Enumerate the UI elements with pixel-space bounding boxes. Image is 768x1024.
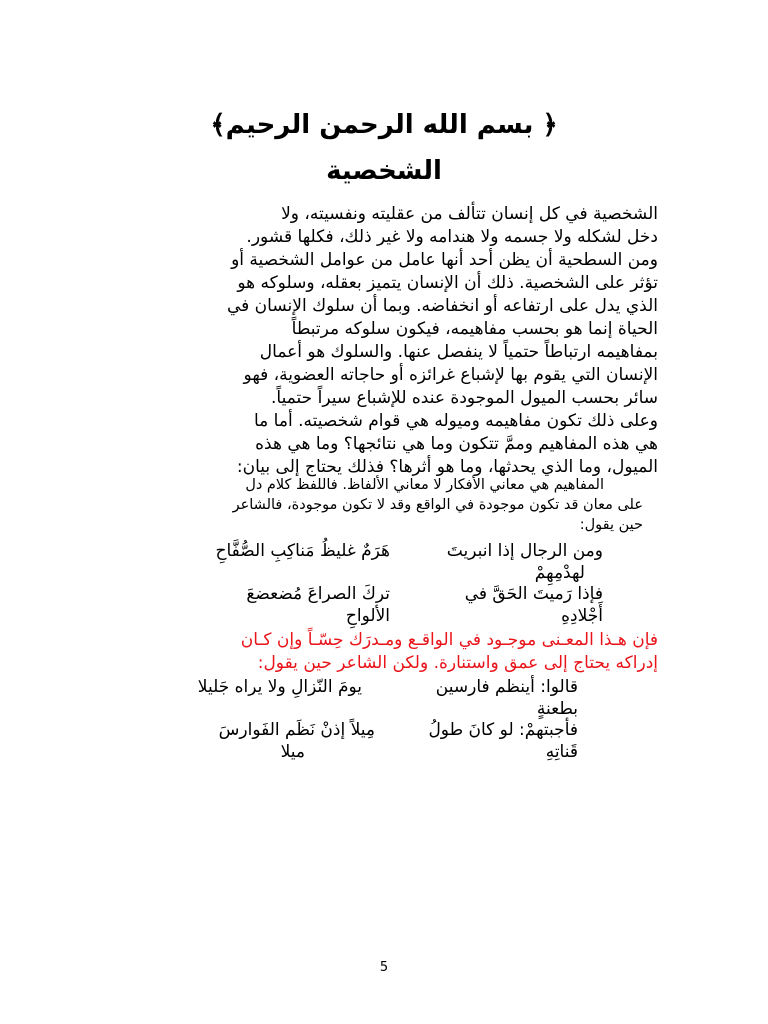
- paragraph-line: على معان قد تكون موجودة في الواقع وقد لا تكون موجودة، فالشاعر: [232, 497, 643, 513]
- paragraph-line: الإنسان التي يقوم بها لإشباع غرائزه أو حاجاته العضوية، فهو: [243, 365, 658, 385]
- paragraph-line: الذي يدل على ارتفاعه أو انخفاضه. وبما أن سلوك الإنسان في: [226, 296, 658, 316]
- paragraph-line: دخل لشكله ولا جسمه ولا هندامه ولا غير ذلك، فكلها قشور.: [246, 227, 658, 247]
- verse-first-hemistich: فإذا رَميتَ الحَقَّ في أَجْلادِهِ: [464, 584, 603, 626]
- verse-first-hemistich: قالوا: أينظم فارسين بطعنةٍ: [435, 677, 578, 719]
- paragraph-line: سائر بحسب الميول الموجودة عنده للإشباع سيراً حتمياً.: [271, 388, 658, 408]
- verse-first-hemistich: فأجبتهمْ: لو كانَ طولُ قَناتِهِ: [428, 720, 578, 762]
- paragraph-line: تؤثر على الشخصية. ذلك أن الإنسان يتميز بعقله، وسلوكه هو: [237, 273, 658, 293]
- highlighted-paragraph-line: إدراكه يحتاج إلى عمق واستنارة. ولكن الشاعر حين يقول:: [257, 653, 658, 673]
- verse-first-hemistich: ومن الرجال إذا انبريتَ لهدْمِهِمْ: [446, 541, 603, 583]
- paragraph-line: الشخصية في كل إنسان تتألف من عقليته ونفسيته، ولا: [281, 204, 658, 224]
- paragraph-line: حين يقول:: [579, 517, 643, 533]
- paragraph-line: بمفاهيمه ارتباطاً حتمياً لا ينفصل عنها. والسلوك هو أعمال: [259, 342, 658, 362]
- page-title: الشخصية: [326, 156, 442, 186]
- paragraph-line: الحياة إنما هو بحسب مفاهيمه، فيكون سلوكه مرتبطاً: [291, 319, 658, 339]
- verse-second-hemistich: يومَ النّزالِ ولا يراه جَليلا: [197, 677, 362, 697]
- highlighted-paragraph-line: فإن هـذا المعـنى موجـود في الواقـع ومـدرَك حِسّـاً وإن كـان: [240, 630, 658, 650]
- paragraph-line: المفاهيم هي معاني الأفكار لا معاني الألفاظ. فاللفظ كلام دل: [245, 477, 604, 493]
- basmala-heading: ﴿ بسم الله الرحمن الرحيم﴾: [210, 110, 558, 140]
- verse-second-hemistich: تركَ الصراعَ مُضعضعَ الألواحِ: [246, 584, 390, 626]
- paragraph-line: الميول، وما الذي يحدثها، وما هو أثرها؟ فذلك يحتاج إلى بيان:: [236, 457, 658, 477]
- verse-second-hemistich: مِيلاً إذنْ نَظَم الفَوارسَ ميلا: [218, 720, 375, 762]
- paragraph-line: هي هذه المفاهيم وممَّ تتكون وما هي نتائجها؟ وما هي هذه: [255, 434, 658, 454]
- page-number: 5: [379, 960, 389, 975]
- paragraph-line: ومن السطحية أن يظن أحد أنها عامل من عوامل الشخصية أو: [231, 250, 658, 270]
- paragraph-line: وعلى ذلك تكون مفاهيمه وميوله هي قوام شخصيته. أما ما: [253, 411, 658, 431]
- verse-second-hemistich: هَرَمٌ غليظُ مَناكِبِ الصُّفَّاحِ: [215, 541, 390, 561]
